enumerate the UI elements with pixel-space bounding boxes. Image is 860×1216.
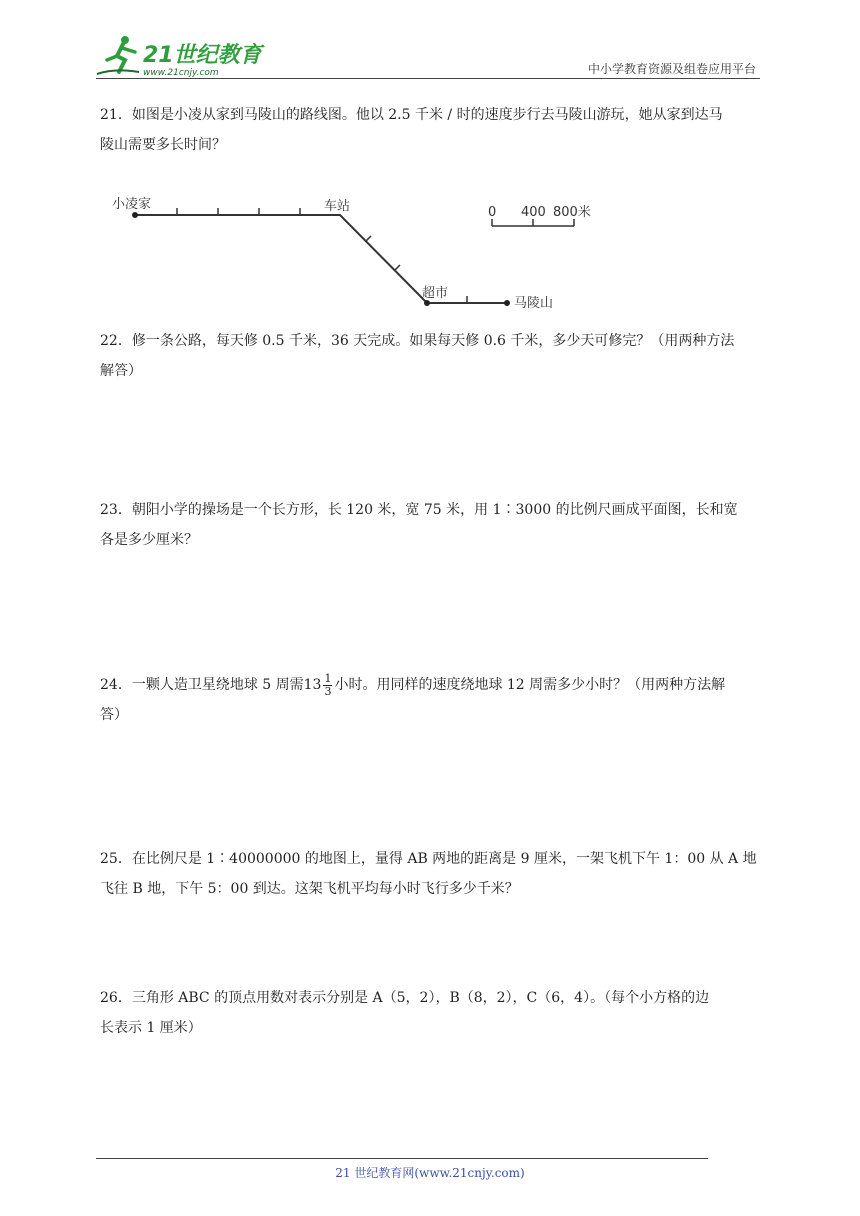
footer-divider <box>96 1158 708 1159</box>
question-text-line: 长表示 1 厘米） <box>100 1020 202 1036</box>
station-label: 车站 <box>324 199 351 214</box>
question-25 <box>100 844 764 904</box>
question-text-line: 解答） <box>100 363 142 379</box>
question-text-line: 陵山需要多长时间？ <box>100 137 226 153</box>
question-text-line: 飞往 B 地，下午 5：00 到达。这架飞机平均每小时飞行多少千米？ <box>100 881 519 897</box>
scale-bar <box>488 204 591 226</box>
question-22 <box>100 326 764 386</box>
question-text-line: 各是多少厘米？ <box>100 532 198 548</box>
question-21 <box>100 100 764 160</box>
header-divider <box>96 78 760 79</box>
fraction-numerator: 1 <box>324 671 332 685</box>
question-text: 小时。用同样的速度绕地球 12 周需多少小时？（用两种方法解 <box>334 677 726 693</box>
question-text-line: 21．如图是小凌从家到马陵山的路线图。他以 2.5 千米 / 时的速度步行去马陵山游玩，她从家到达马 <box>100 107 723 123</box>
market-label: 超市 <box>422 286 449 301</box>
logo-url: www.21cnjy.com <box>143 68 219 78</box>
logo-21cnjy <box>95 32 265 78</box>
mountain-point <box>504 300 510 306</box>
platform-name: 中小学教育资源及组卷应用平台 <box>587 62 756 76</box>
route-line <box>135 215 507 303</box>
page-header <box>0 0 860 80</box>
question-23 <box>100 495 764 555</box>
question-text-line: 答） <box>100 707 128 723</box>
home-label: 小凌家 <box>112 197 152 212</box>
fraction-denominator: 3 <box>324 684 332 698</box>
question-text-line: 26．三角形 ABC 的顶点用数对表示分别是 A（5，2），B（8，2），C（6，4）。（每个小方格的边 <box>100 990 710 1006</box>
mountain-label: 马陵山 <box>514 296 554 311</box>
fraction <box>323 673 332 698</box>
question-text-line <box>100 670 764 700</box>
footer-text: 21 世纪教育网(www.21cnjy.com) <box>335 1166 525 1180</box>
question-text-line: 23．朝阳小学的操场是一个长方形，长 120 米，宽 75 米，用 1∶3000 的比例尺画成平面图，长和宽 <box>100 502 738 518</box>
scale-tick-0: 0 <box>488 205 497 220</box>
route-map-diagram <box>100 190 620 315</box>
question-24 <box>100 670 764 730</box>
question-text-line: 22．修一条公路，每天修 0.5 千米，36 天完成。如果每天修 0.6 千米，多少天可修完？（用两种方法 <box>100 333 735 349</box>
scale-tick-800: 800米 <box>553 205 591 220</box>
runner-icon <box>97 36 139 74</box>
question-text: 24．一颗人造卫星绕地球 5 周需 <box>100 677 304 693</box>
question-text-line: 25．在比例尺是 1∶40000000 的地图上，量得 AB 两地的距离是 9 厘米，一架飞机下午 1：00 从 A 地 <box>100 851 757 867</box>
home-point <box>132 212 138 218</box>
logo-text: 21世纪教育 <box>143 43 262 68</box>
question-26 <box>100 983 764 1043</box>
mixed-number-whole: 13 <box>303 677 322 693</box>
scale-tick-400: 400 <box>521 205 546 220</box>
